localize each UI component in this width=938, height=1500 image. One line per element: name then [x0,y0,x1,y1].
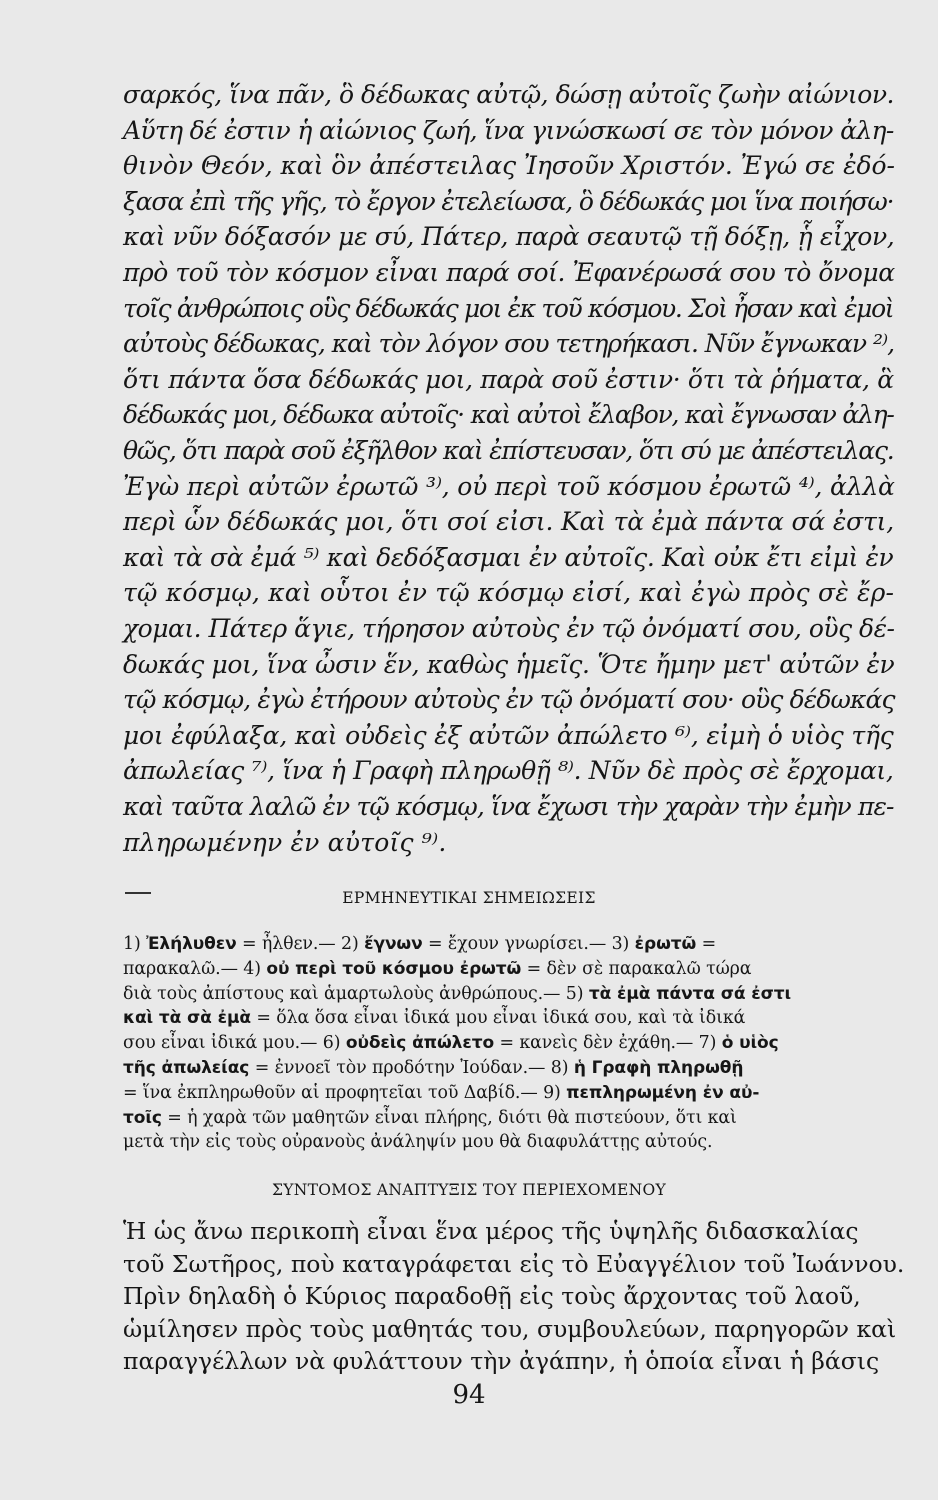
note-line [123,1083,906,1103]
text-line: καὶ ταῦτα λαλῶ ἐν τῷ κόσμῳ, ἵνα ἔχωσι τὴν χαρὰν τὴν ἐμὴν πε- [123,792,894,821]
note-line [123,934,906,954]
text-line: πληρωμένην ἐν αὐτοῖς ⁹⁾. [123,827,447,857]
note-line [123,1033,906,1053]
text-line: τῷ κόσμῳ, ἐγὼ ἐτήρουν αὐτοὺς ἐν τῷ ὀνόματί σου· οὓς δέδωκάς [123,685,895,715]
text-line: Ἐγὼ περὶ αὐτῶν ἐρωτῶ ³⁾, οὐ περὶ τοῦ κόσμου ἐρωτῶ ⁴⁾, ἀλλὰ [123,471,895,501]
text-line: ἀπωλείας ⁷⁾, ἵνα ἡ Γραφὴ πληρωθῇ ⁸⁾. Νῦν δὲ πρὸς σὲ ἔρχομαι, [123,756,894,786]
summary-line: Πρὶν δηλαδὴ ὁ Κύριος παραδοθῇ εἰς τοὺς ἄρχοντας τοῦ λαοῦ, [123,1282,861,1310]
note-text: = ἡ χαρὰ τῶν μαθητῶν εἶναι πλήρης, διότι θὰ πιστεύουν, ὅτι καὶ [161,1107,737,1128]
text-line: τῷ κόσμῳ, καὶ οὗτοι ἐν τῷ κόσμῳ εἰσί, καὶ ἐγὼ πρὸς σὲ ἔρ- [123,578,895,608]
note-text: 1) [123,934,147,954]
note-text: παρακαλῶ.— 4) [123,958,267,979]
summary-line: Ἡ ὡς ἄνω περικοπὴ εἶναι ἕνα μέρος τῆς ὑψηλῆς διδασκαλίας [123,1217,859,1245]
text-line: μοι ἐφύλαξα, καὶ οὐδεὶς ἐξ αὐτῶν ἀπώλετο ⁶⁾, εἰμὴ ὁ υἱὸς τῆς [123,720,894,750]
note-text: διὰ τοὺς ἀπίστους καὶ ἁμαρτωλοὺς ἀνθρώπους.— 5) [123,983,589,1004]
note-term: τὰ ἐμὰ πάντα σά ἐστι [588,983,792,1004]
text-line: δέδωκάς μοι, δέδωκα αὐτοῖς· καὶ αὐτοὶ ἔλαβον, καὶ ἔγνωσαν ἀλη- [123,400,894,430]
summary-line: ὡμίλησεν πρὸς τοὺς μαθητάς του, συμβουλεύων, παρηγορῶν καὶ [123,1314,897,1343]
text-line: καὶ τὰ σὰ ἐμά ⁵⁾ καὶ δεδόξασμαι ἐν αὐτοῖς. Καὶ οὐκ ἔτι εἰμὶ ἐν [123,542,894,572]
text-line: αὐτοὺς δέδωκας, καὶ τὸν λόγον σου τετηρήκασι. Νῦν ἔγνωκαν ²⁾, [123,329,894,359]
note-line [123,1132,906,1152]
summary-line: τοῦ Σωτῆρος, ποὺ καταγράφεται εἰς τὸ Εὐαγγέλιον τοῦ Ἰωάννου. [123,1249,905,1278]
note-text: σου εἶναι ἰδικά μου.— 6) [123,1033,346,1054]
text-line: ὅτι πάντα ὅσα δέδωκάς μοι, παρὰ σοῦ ἐστιν· ὅτι τὰ ῥήματα, ἃ [123,364,894,394]
text-line: θινὸν Θεόν, καὶ ὃν ἀπέστειλας Ἰησοῦν Χριστόν. Ἐγώ σε ἐδό- [123,151,895,181]
text-line: χομαι. Πάτερ ἅγιε, τήρησον αὐτοὺς ἐν τῷ ὀνόματί σου, οὓς δέ- [123,614,895,643]
summary-heading: ΣΥΝΤΟΜΟΣ ΑΝΑΠΤΥΞΙΣ ΤΟΥ ΠΕΡΙΕΧΟΜΕΝΟΥ [271,1181,667,1199]
note-term: πεπληρωμένη ἐν αὐ- [566,1082,760,1103]
summary-line: παραγγέλλων νὰ φυλάττουν τὴν ἀγάπην, ἡ ὁποία εἶναι ἡ βάσις [123,1347,880,1375]
note-text: = δὲν σὲ παρακαλῶ τώρα [521,958,752,979]
text-line: Αὕτη δέ ἐστιν ἡ αἰώνιος ζωή, ἵνα γινώσκωσί σε τὸν μόνον ἀλη- [123,115,894,145]
page-number: 94 [452,1380,486,1410]
note-term: τῆς ἀπωλείας [123,1058,250,1078]
notes-heading: ΕΡΜΗΝΕΥΤΙΚΑΙ ΣΗΜΕΙΩΣΕΙΣ [342,889,596,907]
note-text: = [696,934,717,954]
note-text: = ἐννοεῖ τὸν προδότην Ἰούδαν.— 8) [249,1058,574,1078]
text-line: ξασα ἐπὶ τῆς γῆς, τὸ ἔργον ἐτελείωσα, ὃ δέδωκάς μοι ἵνα ποιήσω· [123,186,894,216]
text-line: θῶς, ὅτι παρὰ σοῦ ἐξῆλθον καὶ ἐπίστευσαν, ὅτι σύ με ἀπέστειλας. [123,436,894,465]
text-line: πρὸ τοῦ τὸν κόσμον εἶναι παρά σοί. Ἐφανέρωσά σου τὸ ὄνομα [123,258,895,287]
note-line [123,1108,906,1128]
note-term: καὶ τὰ σὰ ἐμὰ [123,1008,251,1029]
note-term: ὁ υἱὸς [721,1033,779,1054]
note-line [123,1008,906,1028]
note-term: ἔγνων [364,934,423,954]
note-text: μετὰ τὴν εἰς τοὺς οὐρανοὺς ἀνάληψίν μου θὰ διαφυλάττῃς αὐτούς. [123,1132,713,1153]
note-line [123,984,906,1004]
note-term: ἡ Γραφὴ πληρωθῇ [573,1058,744,1078]
note-term: οὐδεὶς ἀπώλετο [345,1033,495,1054]
note-term: τοῖς [123,1107,162,1128]
note-term: Ἐλήλυθεν [146,934,237,954]
text-line: καὶ νῦν δόξασόν με σύ, Πάτερ, παρὰ σεαυτῷ τῇ δόξῃ, ᾗ εἶχον, [123,222,895,252]
note-term: οὐ περὶ τοῦ κόσμου ἐρωτῶ [266,958,522,979]
note-text: = ἵνα ἐκπληρωθοῦν αἱ προφητεῖαι τοῦ Δαβίδ.— 9) [123,1082,567,1103]
text-line: τοῖς ἀνθρώποις οὓς δέδωκάς μοι ἐκ τοῦ κόσμου. Σοὶ ἦσαν καὶ ἐμοὶ [123,293,894,323]
note-line [123,1058,906,1078]
text-line: περὶ ὧν δέδωκάς μοι, ὅτι σοί εἰσι. Καὶ τὰ ἐμὰ πάντα σά ἐστι, [123,507,895,537]
note-text: = ὅλα ὅσα εἶναι ἰδικά μου εἶναι ἰδικά σου, καὶ τὰ ἰδικά [250,1008,746,1029]
text-line: δωκάς μοι, ἵνα ὦσιν ἕν, καθὼς ἡμεῖς. Ὅτε ἤμην μετ' αὐτῶν ἐν [123,649,895,679]
note-text: = κανεὶς δὲν ἐχάθη.— 7) [494,1033,722,1054]
note-term: ἐρωτῶ [634,934,697,954]
text-line: σαρκός, ἵνα πᾶν, ὃ δέδωκας αὐτῷ, δώσῃ αὐτοῖς ζωὴν αἰώνιον. [123,80,894,109]
note-text: = ἦλθεν.— 2) [236,934,365,954]
note-text: = ἔχουν γνωρίσει.— 3) [422,934,635,954]
note-line [123,959,906,979]
